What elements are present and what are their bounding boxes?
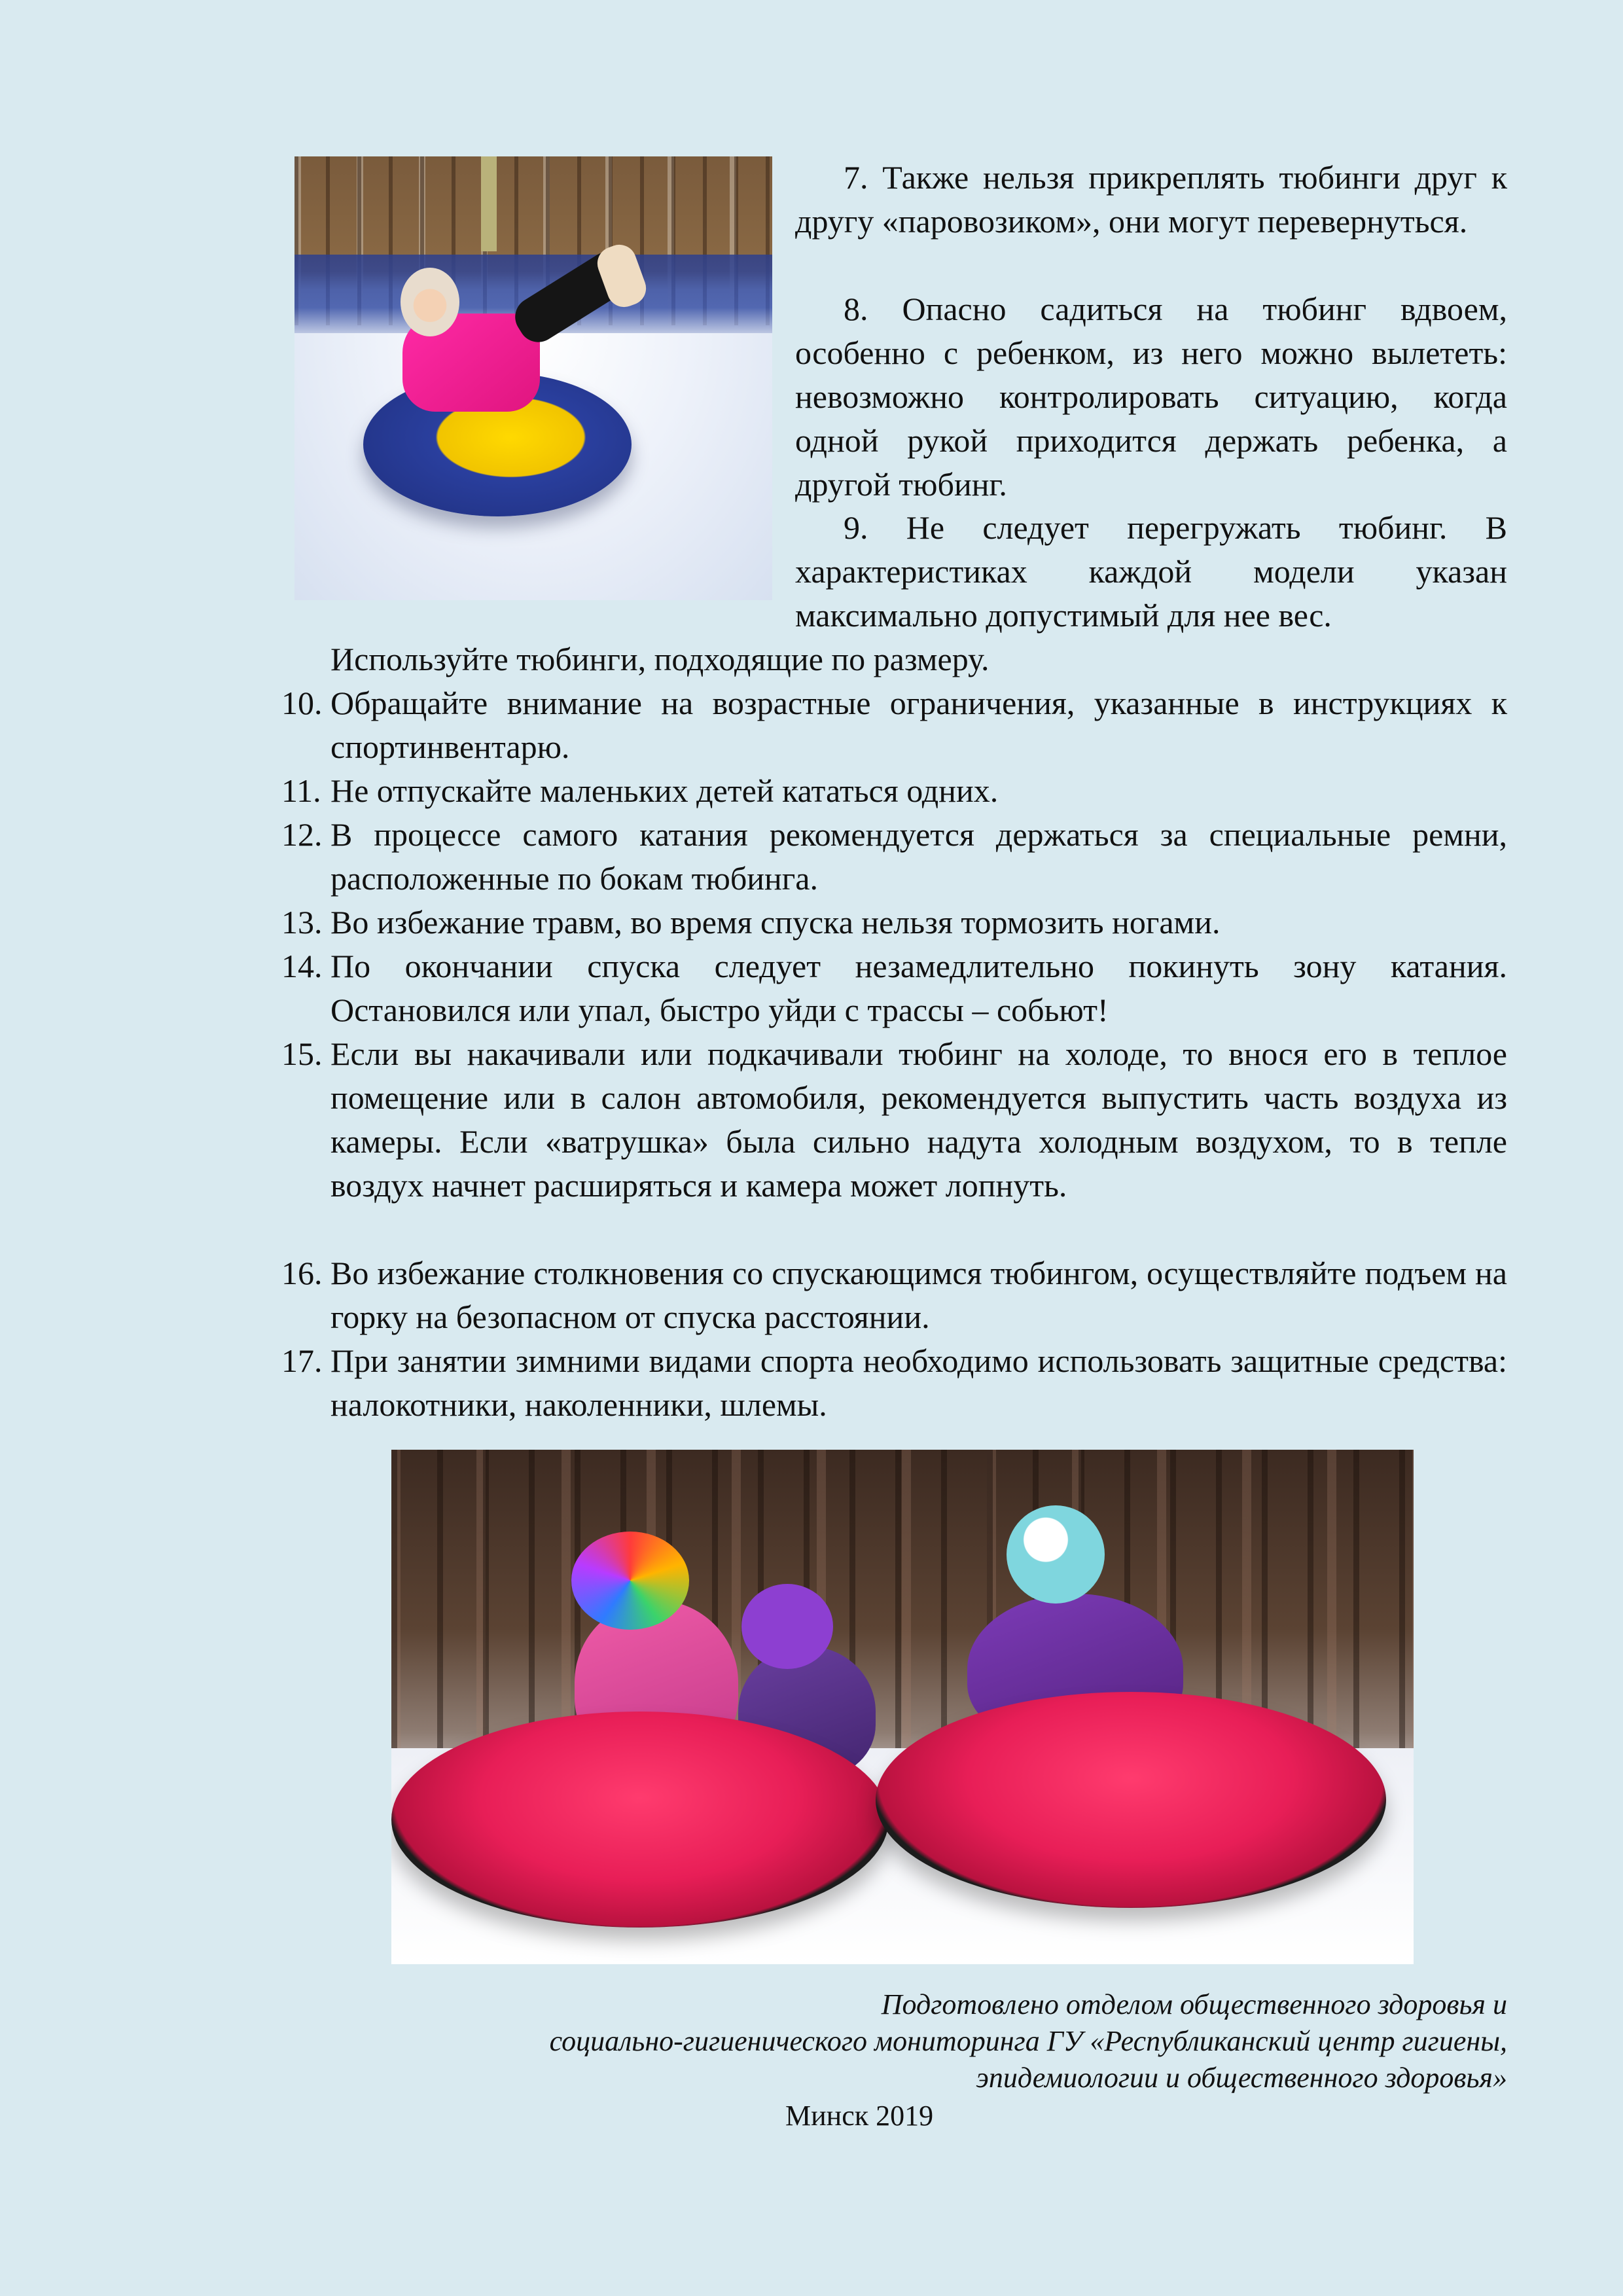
list-text: Во избежание травм, во время спуска нельзя тормозить ногами. [330, 904, 1221, 941]
child-on-snow-tube-photo [294, 156, 772, 600]
list-item-15 [281, 1032, 1507, 1208]
photo-pole [481, 156, 497, 251]
list-item-10 [281, 681, 1507, 769]
list-number: 16. [281, 1255, 323, 1291]
list-item-16 [281, 1251, 1507, 1339]
list-text: Обращайте внимание на возрастные ограничения, указанные в инструкциях к спортинвентарю. [330, 685, 1507, 765]
footer-line-2: социально-гигиенического мониторинга ГУ «Республиканский центр гигиены, [549, 2025, 1507, 2057]
list-number: 10. [281, 685, 323, 721]
list-item-12 [281, 813, 1507, 901]
paragraph-7: 7. Также нельзя прикреплять тюбинги друг к другу «паровозиком», они могут перевернуться. [795, 159, 1507, 240]
list-text: Во избежание столкновения со спускающимся тюбингом, осуществляйте подъем на горку на безопасном от спуска расстоянии. [330, 1255, 1507, 1335]
list-item-11 [281, 769, 1507, 813]
child-helmet [741, 1584, 833, 1669]
list-item-13 [281, 901, 1507, 944]
list-item-14 [281, 944, 1507, 1032]
city-year: Минск 2019 [785, 2100, 934, 2132]
snow-tube-left [391, 1712, 889, 1928]
list-number: 13. [281, 904, 323, 941]
list-text: В процессе самого катания рекомендуется держаться за специальные ремни, расположенные по бокам тюбинга. [330, 816, 1507, 897]
list-number: 14. [281, 948, 323, 984]
list-item-17 [281, 1339, 1507, 1427]
paragraph-9-continuation: Используйте тюбинги, подходящие по размеру. [330, 641, 990, 677]
list-number: 15. [281, 1035, 323, 1072]
snow-tube-right [876, 1692, 1386, 1908]
list-text: По окончании спуска следует незамедлительно покинуть зону катания. Остановился или упал, быстро уйди с трассы – собьют! [330, 948, 1507, 1028]
list-text: При занятии зимними видами спорта необходимо использовать защитные средства: налокотники, наколенники, шлемы. [330, 1342, 1507, 1423]
list-number: 12. [281, 816, 323, 853]
paragraph-8: 8. Опасно садиться на тюбинг вдвоем, особенно с ребенком, из него можно вылететь: невозможно контролировать ситуацию, когда одной рукой приходится держать ребенка, а другой тюбинг. [795, 291, 1507, 503]
child-hat [571, 1532, 689, 1630]
three-children-on-snow-tubes-photo [391, 1450, 1414, 1964]
child-helmet [1007, 1505, 1105, 1604]
child-head [401, 268, 459, 336]
list-text: Если вы накачивали или подкачивали тюбинг на холоде, то внося его в теплое помещение или в салон автомобиля, рекомендуется выпустить часть воздуха из камеры. Если «ватрушка» была сильно надута холодным воздухом, то в тепле воздух начнет расширяться и камера может лопнуть. [330, 1035, 1507, 1204]
list-number: 17. [281, 1342, 323, 1379]
list-number: 11. [281, 772, 321, 809]
list-text: Не отпускайте маленьких детей кататься одних. [330, 772, 999, 809]
footer-line-1: Подготовлено отделом общественного здоровья и [881, 1988, 1507, 2020]
paragraph-9: 9. Не следует перегружать тюбинг. В характеристиках каждой модели указан максимально допустимый для нее вес. [795, 509, 1507, 634]
photo-forest [391, 1450, 1414, 1748]
footer-line-3: эпидемиологии и общественного здоровья» [976, 2062, 1507, 2094]
